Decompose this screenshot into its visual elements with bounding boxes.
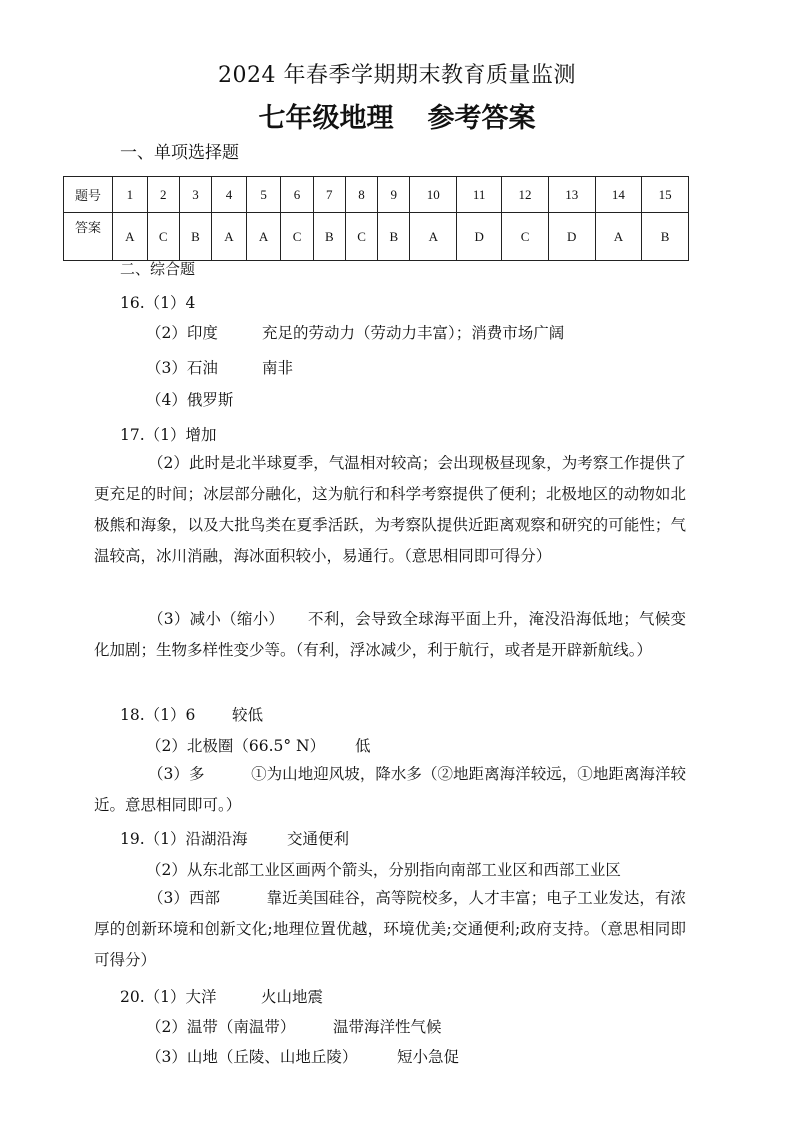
row-label-question: 题号 (64, 177, 113, 213)
q16-part1: 16.（1）4 (120, 294, 196, 312)
question-number: 11 (457, 177, 502, 213)
q19-part2: （2）从东北部工业区画两个箭头，分别指向南部工业区和西部工业区 (146, 861, 621, 879)
answer-cell: D (457, 213, 502, 261)
q17-part3: （3）减小（缩小） 不利，会导致全球海平面上升，淹没沿海低地；气候变化加剧；生物多样性变少等。（有利，浮冰减少，利于航行，或者是开辟新航线。） (94, 610, 686, 659)
q17-part1: 17.（1）增加 (120, 426, 217, 444)
q18-part2-a: （2）北极圈（66.5° N） (146, 737, 326, 755)
q20-part3-a: （3）山地（丘陵、山地丘陵） (146, 1048, 358, 1066)
question-number: 1 (113, 177, 148, 213)
q18-part1-a: 18.（1）6 (120, 706, 196, 724)
answer-row (64, 213, 689, 261)
q17-part2: （2）此时是北半球夏季，气温相对较高；会出现极昼现象，为考察工作提供了更充足的时间；冰层部分融化，这为航行和科学考察提供了便利；北极地区的动物如北极熊和海象，以及大批鸟类在夏季活跃，为考察队提供近距离观察和研究的可能性；气温较高，冰川消融，海冰面积较小，易通行。（意思相同即可得分） (94, 454, 686, 565)
question-number: 10 (410, 177, 457, 213)
answer-cell: B (378, 213, 410, 261)
answer-cell: C (147, 213, 179, 261)
exam-title: 2024 年春季学期期末教育质量监测 (218, 63, 576, 88)
question-number: 4 (212, 177, 247, 213)
answer-cell: A (246, 213, 281, 261)
section-heading-comprehensive: 二、综合题 (120, 260, 196, 278)
question-number: 14 (595, 177, 642, 213)
answer-cell: A (410, 213, 457, 261)
question-number: 8 (345, 177, 377, 213)
question-number: 6 (281, 177, 313, 213)
q20-part3-b: 短小急促 (397, 1048, 460, 1066)
answer-cell: D (548, 213, 595, 261)
answer-key-label: 参考答案 (427, 103, 536, 134)
answer-key-title (0, 96, 794, 135)
answer-cell: C (281, 213, 313, 261)
q20-part2-b: 温带海洋性气候 (333, 1018, 442, 1036)
q16-part4: （4）俄罗斯 (146, 391, 234, 409)
q19-part3: （3）西部 靠近美国硅谷，高等院校多，人才丰富；电子工业发达，有浓厚的创新环境和创新文化;地理位置优越，环境优美;交通便利;政府支持。（意思相同即可得分） (94, 889, 686, 969)
answer-cell: A (212, 213, 247, 261)
answer-cell: A (595, 213, 642, 261)
q20-part1-a: 20.（1）大洋 (120, 988, 217, 1006)
answer-cell: B (313, 213, 345, 261)
question-number-row (64, 177, 689, 213)
question-number: 3 (179, 177, 211, 213)
answer-cell: B (642, 213, 689, 261)
subject-label: 七年级地理 (258, 103, 394, 134)
q19-part1-b: 交通便利 (287, 830, 350, 848)
q19-part1-a: 19.（1）沿湖沿海 (120, 830, 248, 848)
answer-cell: C (502, 213, 549, 261)
q16-part3-a: （3）石油 (146, 359, 218, 377)
question-number: 13 (548, 177, 595, 213)
row-label-answer: 答案 (64, 213, 113, 261)
q16-part2-a: （2）印度 (146, 324, 218, 342)
q16-part3-b: 南非 (262, 359, 294, 377)
question-number: 5 (246, 177, 281, 213)
q20-part2-a: （2）温带（南温带） (146, 1018, 296, 1036)
answer-table (63, 176, 689, 261)
q18-part1-b: 较低 (232, 706, 264, 724)
q20-part1-b: 火山地震 (261, 988, 324, 1006)
question-number: 2 (147, 177, 179, 213)
answer-cell: A (113, 213, 148, 261)
question-number: 7 (313, 177, 345, 213)
q16-part2-b: 充足的劳动力（劳动力丰富）；消费市场广阔 (262, 324, 565, 342)
q18-part2-b: 低 (355, 737, 371, 755)
answer-cell: C (345, 213, 377, 261)
question-number: 15 (642, 177, 689, 213)
question-number: 12 (502, 177, 549, 213)
answer-cell: B (179, 213, 211, 261)
question-number: 9 (378, 177, 410, 213)
section-heading-choice: 一、单项选择题 (120, 143, 239, 163)
q18-part3: （3）多 ①为山地迎风坡，降水多（②地距离海洋较远，①地距离海洋较近。意思相同即可。） (94, 765, 686, 814)
